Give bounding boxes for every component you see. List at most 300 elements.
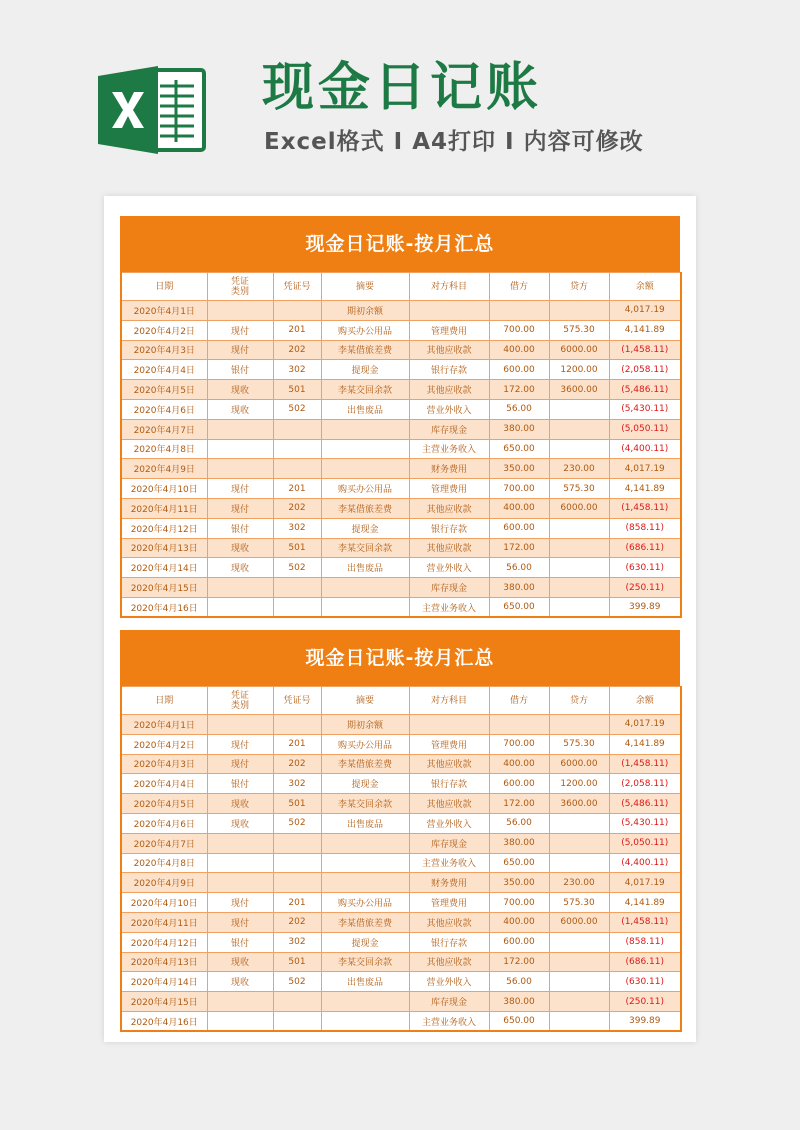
table-cell[interactable]: 营业外收入 — [409, 399, 489, 419]
table-row — [121, 794, 681, 814]
table-cell[interactable]: 李某借旅差费 — [321, 912, 409, 932]
sheet-title: 现金日记账-按月汇总 — [120, 216, 680, 272]
table-cell[interactable]: 购买办公用品 — [321, 479, 409, 499]
table-cell[interactable]: 399.89 — [609, 597, 681, 617]
table-cell[interactable]: (5,430.11) — [609, 399, 681, 419]
table-cell[interactable] — [321, 992, 409, 1012]
table-cell[interactable] — [549, 518, 609, 538]
table-cell[interactable]: 出售废品 — [321, 558, 409, 578]
table-cell[interactable]: 700.00 — [489, 320, 549, 340]
table-cell[interactable] — [321, 1011, 409, 1031]
table-cell[interactable]: 2020年4月13日 — [121, 538, 207, 558]
table-cell[interactable]: 银行存款 — [409, 774, 489, 794]
table-cell[interactable]: 502 — [273, 558, 321, 578]
table-cell[interactable]: 2020年4月11日 — [121, 912, 207, 932]
sheet-title: 现金日记账-按月汇总 — [120, 630, 680, 686]
table-cell[interactable] — [273, 597, 321, 617]
table-cell[interactable] — [549, 399, 609, 419]
table-cell[interactable]: 380.00 — [489, 419, 549, 439]
table-cell[interactable]: 302 — [273, 774, 321, 794]
table-cell[interactable]: (250.11) — [609, 992, 681, 1012]
table-cell[interactable]: 期初余额 — [321, 301, 409, 321]
table-cell[interactable] — [549, 439, 609, 459]
table-cell[interactable]: 172.00 — [489, 538, 549, 558]
table-cell[interactable]: 其他应收款 — [409, 952, 489, 972]
table-cell[interactable]: 2020年4月1日 — [121, 301, 207, 321]
table-cell[interactable]: (5,486.11) — [609, 380, 681, 400]
table-cell[interactable]: (1,458.11) — [609, 340, 681, 360]
table-cell[interactable]: (2,058.11) — [609, 774, 681, 794]
table-cell[interactable]: 现收 — [207, 399, 273, 419]
table-cell[interactable] — [273, 853, 321, 873]
table-cell[interactable]: (630.11) — [609, 972, 681, 992]
table-cell[interactable]: 2020年4月14日 — [121, 558, 207, 578]
table-cell[interactable]: 502 — [273, 972, 321, 992]
table-cell[interactable]: 380.00 — [489, 578, 549, 598]
table-cell[interactable] — [549, 301, 609, 321]
table-cell[interactable]: 230.00 — [549, 873, 609, 893]
table-cell[interactable]: 302 — [273, 518, 321, 538]
table-cell[interactable]: 302 — [273, 932, 321, 952]
table-body — [121, 301, 681, 618]
table-cell[interactable] — [321, 459, 409, 479]
table-cell[interactable]: 6000.00 — [549, 340, 609, 360]
table-row — [121, 734, 681, 754]
table-cell[interactable]: 202 — [273, 498, 321, 518]
table-cell[interactable]: 600.00 — [489, 774, 549, 794]
table-cell[interactable]: 400.00 — [489, 340, 549, 360]
table-cell[interactable]: 3600.00 — [549, 380, 609, 400]
table-cell[interactable]: 银付 — [207, 360, 273, 380]
table-cell[interactable]: (4,400.11) — [609, 439, 681, 459]
table-cell[interactable]: 2020年4月15日 — [121, 992, 207, 1012]
table-cell[interactable]: 700.00 — [489, 734, 549, 754]
table-cell[interactable] — [273, 301, 321, 321]
table-cell[interactable]: 400.00 — [489, 912, 549, 932]
table-cell[interactable]: 4,017.19 — [609, 873, 681, 893]
ledger-table — [120, 686, 682, 1032]
table-cell[interactable]: 3600.00 — [549, 794, 609, 814]
table-cell[interactable]: 现收 — [207, 952, 273, 972]
table-cell[interactable]: 现收 — [207, 538, 273, 558]
table-cell[interactable] — [273, 1011, 321, 1031]
table-cell[interactable]: 2020年4月6日 — [121, 813, 207, 833]
table-cell[interactable]: 502 — [273, 399, 321, 419]
table-cell[interactable] — [273, 992, 321, 1012]
table-cell[interactable]: (686.11) — [609, 952, 681, 972]
table-cell[interactable]: 380.00 — [489, 992, 549, 1012]
table-cell[interactable] — [321, 597, 409, 617]
table-cell[interactable]: 2020年4月12日 — [121, 932, 207, 952]
table-row — [121, 578, 681, 598]
table-cell[interactable]: 购买办公用品 — [321, 320, 409, 340]
table-cell[interactable]: 2020年4月4日 — [121, 360, 207, 380]
table-cell[interactable]: 提现金 — [321, 774, 409, 794]
table-cell[interactable]: 提现金 — [321, 518, 409, 538]
table-cell[interactable] — [207, 715, 273, 735]
table-cell[interactable]: 56.00 — [489, 972, 549, 992]
table-cell[interactable] — [549, 972, 609, 992]
table-cell[interactable]: 银行存款 — [409, 932, 489, 952]
table-cell[interactable]: 主营业务收入 — [409, 853, 489, 873]
table-cell[interactable]: 172.00 — [489, 794, 549, 814]
table-cell[interactable]: 现付 — [207, 320, 273, 340]
table-cell[interactable]: 购买办公用品 — [321, 893, 409, 913]
table-cell[interactable]: 201 — [273, 893, 321, 913]
table-cell[interactable] — [321, 853, 409, 873]
table-cell[interactable]: 2020年4月8日 — [121, 853, 207, 873]
table-cell[interactable]: 2020年4月2日 — [121, 320, 207, 340]
table-cell[interactable]: 2020年4月13日 — [121, 952, 207, 972]
table-cell[interactable]: 4,141.89 — [609, 320, 681, 340]
table-cell[interactable] — [273, 439, 321, 459]
table-cell[interactable] — [549, 853, 609, 873]
table-cell[interactable]: 2020年4月3日 — [121, 340, 207, 360]
table-cell[interactable]: 6000.00 — [549, 498, 609, 518]
table-cell[interactable]: 银付 — [207, 932, 273, 952]
table-cell[interactable]: (1,458.11) — [609, 912, 681, 932]
table-cell[interactable]: 2020年4月7日 — [121, 833, 207, 853]
table-cell[interactable]: 4,141.89 — [609, 734, 681, 754]
table-row — [121, 992, 681, 1012]
table-cell[interactable]: 172.00 — [489, 380, 549, 400]
table-cell[interactable] — [489, 715, 549, 735]
table-cell[interactable] — [207, 992, 273, 1012]
column-header: 凭证号 — [273, 273, 321, 301]
table-cell[interactable]: 2020年4月11日 — [121, 498, 207, 518]
table-cell[interactable]: 营业外收入 — [409, 972, 489, 992]
table-cell[interactable]: 650.00 — [489, 597, 549, 617]
table-row — [121, 399, 681, 419]
table-cell[interactable]: 575.30 — [549, 893, 609, 913]
table-cell[interactable] — [273, 419, 321, 439]
table-cell[interactable]: (630.11) — [609, 558, 681, 578]
table-cell[interactable]: 管理费用 — [409, 320, 489, 340]
table-cell[interactable] — [207, 419, 273, 439]
table-cell[interactable]: 1200.00 — [549, 774, 609, 794]
table-row — [121, 360, 681, 380]
column-header: 凭证 类别 — [207, 273, 273, 301]
column-header: 日期 — [121, 273, 207, 301]
table-cell[interactable] — [321, 439, 409, 459]
column-header: 日期 — [121, 687, 207, 715]
column-header: 借方 — [489, 687, 549, 715]
table-cell[interactable]: 现收 — [207, 558, 273, 578]
table-cell[interactable]: (2,058.11) — [609, 360, 681, 380]
table-cell[interactable] — [207, 597, 273, 617]
table-cell[interactable]: 202 — [273, 754, 321, 774]
header-banner — [0, 0, 800, 190]
table-cell[interactable]: 其他应收款 — [409, 794, 489, 814]
table-row — [121, 558, 681, 578]
table-cell[interactable]: 其他应收款 — [409, 498, 489, 518]
table-cell[interactable]: 201 — [273, 734, 321, 754]
table-cell[interactable] — [409, 715, 489, 735]
table-cell[interactable] — [207, 439, 273, 459]
table-cell[interactable]: 管理费用 — [409, 893, 489, 913]
excel-icon — [96, 64, 208, 156]
table-cell[interactable]: 2020年4月10日 — [121, 479, 207, 499]
table-cell[interactable]: 202 — [273, 912, 321, 932]
table-row — [121, 952, 681, 972]
table-row — [121, 320, 681, 340]
table-cell[interactable] — [207, 833, 273, 853]
table-cell[interactable]: 575.30 — [549, 734, 609, 754]
table-cell[interactable]: 2020年4月14日 — [121, 972, 207, 992]
table-cell[interactable] — [549, 419, 609, 439]
table-cell[interactable]: 提现金 — [321, 932, 409, 952]
table-cell[interactable]: 李某交回余款 — [321, 380, 409, 400]
table-cell[interactable]: (1,458.11) — [609, 498, 681, 518]
table-cell[interactable]: 其他应收款 — [409, 912, 489, 932]
table-cell[interactable]: (5,050.11) — [609, 833, 681, 853]
table-cell[interactable]: 库存现金 — [409, 833, 489, 853]
table-cell[interactable]: 其他应收款 — [409, 380, 489, 400]
table-cell[interactable] — [549, 558, 609, 578]
table-cell[interactable]: 出售废品 — [321, 972, 409, 992]
table-cell[interactable]: 56.00 — [489, 399, 549, 419]
column-header: 贷方 — [549, 273, 609, 301]
table-cell[interactable]: 400.00 — [489, 754, 549, 774]
table-cell[interactable]: 现收 — [207, 380, 273, 400]
table-cell[interactable]: 600.00 — [489, 360, 549, 380]
table-cell[interactable] — [549, 1011, 609, 1031]
table-cell[interactable]: 501 — [273, 952, 321, 972]
table-cell[interactable]: 银付 — [207, 774, 273, 794]
table-cell[interactable]: 李某交回余款 — [321, 794, 409, 814]
table-cell[interactable]: 现付 — [207, 498, 273, 518]
table-cell[interactable]: 库存现金 — [409, 419, 489, 439]
table-cell[interactable] — [409, 301, 489, 321]
table-cell[interactable]: 出售废品 — [321, 813, 409, 833]
table-cell[interactable]: 现收 — [207, 972, 273, 992]
column-header: 余额 — [609, 273, 681, 301]
table-cell[interactable]: (686.11) — [609, 538, 681, 558]
table-cell[interactable]: (858.11) — [609, 518, 681, 538]
ledger-table — [120, 272, 682, 618]
table-cell[interactable]: (5,430.11) — [609, 813, 681, 833]
table-row — [121, 715, 681, 735]
table-cell[interactable]: 出售废品 — [321, 399, 409, 419]
table-cell[interactable]: 2020年4月3日 — [121, 754, 207, 774]
table-cell[interactable]: 提现金 — [321, 360, 409, 380]
table-cell[interactable]: 银行存款 — [409, 360, 489, 380]
table-cell[interactable]: 现付 — [207, 912, 273, 932]
table-cell[interactable]: 600.00 — [489, 518, 549, 538]
table-cell[interactable]: 2020年4月5日 — [121, 380, 207, 400]
table-cell[interactable]: 575.30 — [549, 479, 609, 499]
table-cell[interactable]: 172.00 — [489, 952, 549, 972]
table-cell[interactable]: (250.11) — [609, 578, 681, 598]
table-cell[interactable]: 现付 — [207, 340, 273, 360]
table-cell[interactable]: 2020年4月16日 — [121, 1011, 207, 1031]
table-cell[interactable]: 380.00 — [489, 833, 549, 853]
table-cell[interactable]: 6000.00 — [549, 912, 609, 932]
table-cell[interactable] — [207, 459, 273, 479]
table-cell[interactable]: 管理费用 — [409, 479, 489, 499]
table-cell[interactable]: 库存现金 — [409, 992, 489, 1012]
table-cell[interactable]: 营业外收入 — [409, 558, 489, 578]
table-row — [121, 479, 681, 499]
table-cell[interactable]: 库存现金 — [409, 578, 489, 598]
table-row — [121, 498, 681, 518]
column-header: 借方 — [489, 273, 549, 301]
table-cell[interactable] — [549, 952, 609, 972]
table-cell[interactable]: 350.00 — [489, 459, 549, 479]
table-row — [121, 853, 681, 873]
table-row — [121, 912, 681, 932]
table-cell[interactable]: 1200.00 — [549, 360, 609, 380]
table-cell[interactable]: (5,486.11) — [609, 794, 681, 814]
table-cell[interactable] — [273, 833, 321, 853]
table-cell[interactable]: 财务费用 — [409, 459, 489, 479]
table-cell[interactable] — [321, 578, 409, 598]
table-cell[interactable]: 主营业务收入 — [409, 1011, 489, 1031]
table-cell[interactable]: 650.00 — [489, 439, 549, 459]
table-cell[interactable]: 2020年4月9日 — [121, 873, 207, 893]
table-cell[interactable] — [549, 538, 609, 558]
ledger-sheet-1 — [120, 216, 680, 618]
table-cell[interactable] — [549, 715, 609, 735]
table-cell[interactable]: 501 — [273, 794, 321, 814]
table-cell[interactable]: 现付 — [207, 479, 273, 499]
table-cell[interactable]: 主营业务收入 — [409, 597, 489, 617]
table-cell[interactable] — [321, 873, 409, 893]
table-cell[interactable] — [273, 873, 321, 893]
table-cell[interactable]: 现收 — [207, 813, 273, 833]
table-cell[interactable] — [321, 833, 409, 853]
table-cell[interactable]: 302 — [273, 360, 321, 380]
table-cell[interactable]: 2020年4月10日 — [121, 893, 207, 913]
table-cell[interactable]: 2020年4月15日 — [121, 578, 207, 598]
table-cell[interactable]: 56.00 — [489, 813, 549, 833]
table-cell[interactable] — [549, 992, 609, 1012]
table-cell[interactable] — [489, 301, 549, 321]
table-row — [121, 439, 681, 459]
table-cell[interactable]: 650.00 — [489, 1011, 549, 1031]
table-cell[interactable] — [273, 715, 321, 735]
table-cell[interactable]: 4,017.19 — [609, 459, 681, 479]
table-cell[interactable]: 期初余额 — [321, 715, 409, 735]
table-cell[interactable]: (858.11) — [609, 932, 681, 952]
table-cell[interactable]: 4,017.19 — [609, 301, 681, 321]
table-cell[interactable]: 2020年4月1日 — [121, 715, 207, 735]
table-cell[interactable]: 其他应收款 — [409, 538, 489, 558]
table-cell[interactable]: 购买办公用品 — [321, 734, 409, 754]
table-cell[interactable]: 2020年4月12日 — [121, 518, 207, 538]
table-row — [121, 873, 681, 893]
table-cell[interactable]: 2020年4月4日 — [121, 774, 207, 794]
table-cell[interactable]: 主营业务收入 — [409, 439, 489, 459]
table-row — [121, 419, 681, 439]
table-cell[interactable]: 400.00 — [489, 498, 549, 518]
table-row — [121, 893, 681, 913]
table-cell[interactable]: (4,400.11) — [609, 853, 681, 873]
table-cell[interactable] — [549, 813, 609, 833]
table-cell[interactable]: 其他应收款 — [409, 754, 489, 774]
table-cell[interactable]: (5,050.11) — [609, 419, 681, 439]
table-cell[interactable]: 现付 — [207, 734, 273, 754]
table-cell[interactable]: 2020年4月2日 — [121, 734, 207, 754]
table-cell[interactable]: 2020年4月7日 — [121, 419, 207, 439]
table-cell[interactable]: 700.00 — [489, 893, 549, 913]
table-header-row — [121, 687, 681, 715]
table-cell[interactable]: 2020年4月16日 — [121, 597, 207, 617]
ledger-sheet-2 — [120, 630, 680, 1032]
table-cell[interactable] — [549, 578, 609, 598]
table-cell[interactable]: 李某交回余款 — [321, 952, 409, 972]
table-cell[interactable]: 201 — [273, 479, 321, 499]
table-cell[interactable]: 李某借旅差费 — [321, 340, 409, 360]
table-cell[interactable] — [207, 853, 273, 873]
table-cell[interactable] — [549, 597, 609, 617]
table-cell[interactable]: 李某借旅差费 — [321, 498, 409, 518]
table-row — [121, 813, 681, 833]
table-cell[interactable]: 650.00 — [489, 853, 549, 873]
table-cell[interactable]: 李某交回余款 — [321, 538, 409, 558]
table-cell[interactable]: 营业外收入 — [409, 813, 489, 833]
table-cell[interactable]: 现付 — [207, 754, 273, 774]
table-cell[interactable] — [549, 932, 609, 952]
column-header: 对方科目 — [409, 687, 489, 715]
table-cell[interactable]: 2020年4月8日 — [121, 439, 207, 459]
table-cell[interactable]: 4,141.89 — [609, 479, 681, 499]
table-cell[interactable]: 202 — [273, 340, 321, 360]
table-cell[interactable]: 现收 — [207, 794, 273, 814]
table-cell[interactable]: 李某借旅差费 — [321, 754, 409, 774]
table-cell[interactable]: 600.00 — [489, 932, 549, 952]
table-cell[interactable]: 管理费用 — [409, 734, 489, 754]
table-cell[interactable]: 501 — [273, 380, 321, 400]
table-cell[interactable]: 502 — [273, 813, 321, 833]
table-row — [121, 459, 681, 479]
table-row — [121, 301, 681, 321]
table-cell[interactable]: 2020年4月9日 — [121, 459, 207, 479]
table-cell[interactable]: 6000.00 — [549, 754, 609, 774]
table-cell[interactable]: 4,141.89 — [609, 893, 681, 913]
table-cell[interactable] — [549, 833, 609, 853]
table-cell[interactable]: 201 — [273, 320, 321, 340]
table-cell[interactable] — [321, 419, 409, 439]
table-cell[interactable] — [207, 578, 273, 598]
table-cell[interactable]: 700.00 — [489, 479, 549, 499]
table-cell[interactable]: 4,017.19 — [609, 715, 681, 735]
table-cell[interactable]: 现付 — [207, 893, 273, 913]
table-cell[interactable]: 501 — [273, 538, 321, 558]
table-cell[interactable]: 其他应收款 — [409, 340, 489, 360]
table-header-row — [121, 273, 681, 301]
table-cell[interactable] — [273, 459, 321, 479]
table-cell[interactable] — [207, 1011, 273, 1031]
table-cell[interactable]: 399.89 — [609, 1011, 681, 1031]
table-cell[interactable]: 2020年4月5日 — [121, 794, 207, 814]
table-cell[interactable]: 财务费用 — [409, 873, 489, 893]
table-row — [121, 538, 681, 558]
table-cell[interactable]: 350.00 — [489, 873, 549, 893]
table-cell[interactable]: 银付 — [207, 518, 273, 538]
table-cell[interactable]: 230.00 — [549, 459, 609, 479]
table-row — [121, 972, 681, 992]
table-cell[interactable]: 575.30 — [549, 320, 609, 340]
table-cell[interactable] — [207, 301, 273, 321]
table-row — [121, 932, 681, 952]
table-cell[interactable]: 56.00 — [489, 558, 549, 578]
table-cell[interactable]: 银行存款 — [409, 518, 489, 538]
table-cell[interactable] — [273, 578, 321, 598]
table-cell[interactable]: (1,458.11) — [609, 754, 681, 774]
table-cell[interactable]: 2020年4月6日 — [121, 399, 207, 419]
table-cell[interactable] — [207, 873, 273, 893]
